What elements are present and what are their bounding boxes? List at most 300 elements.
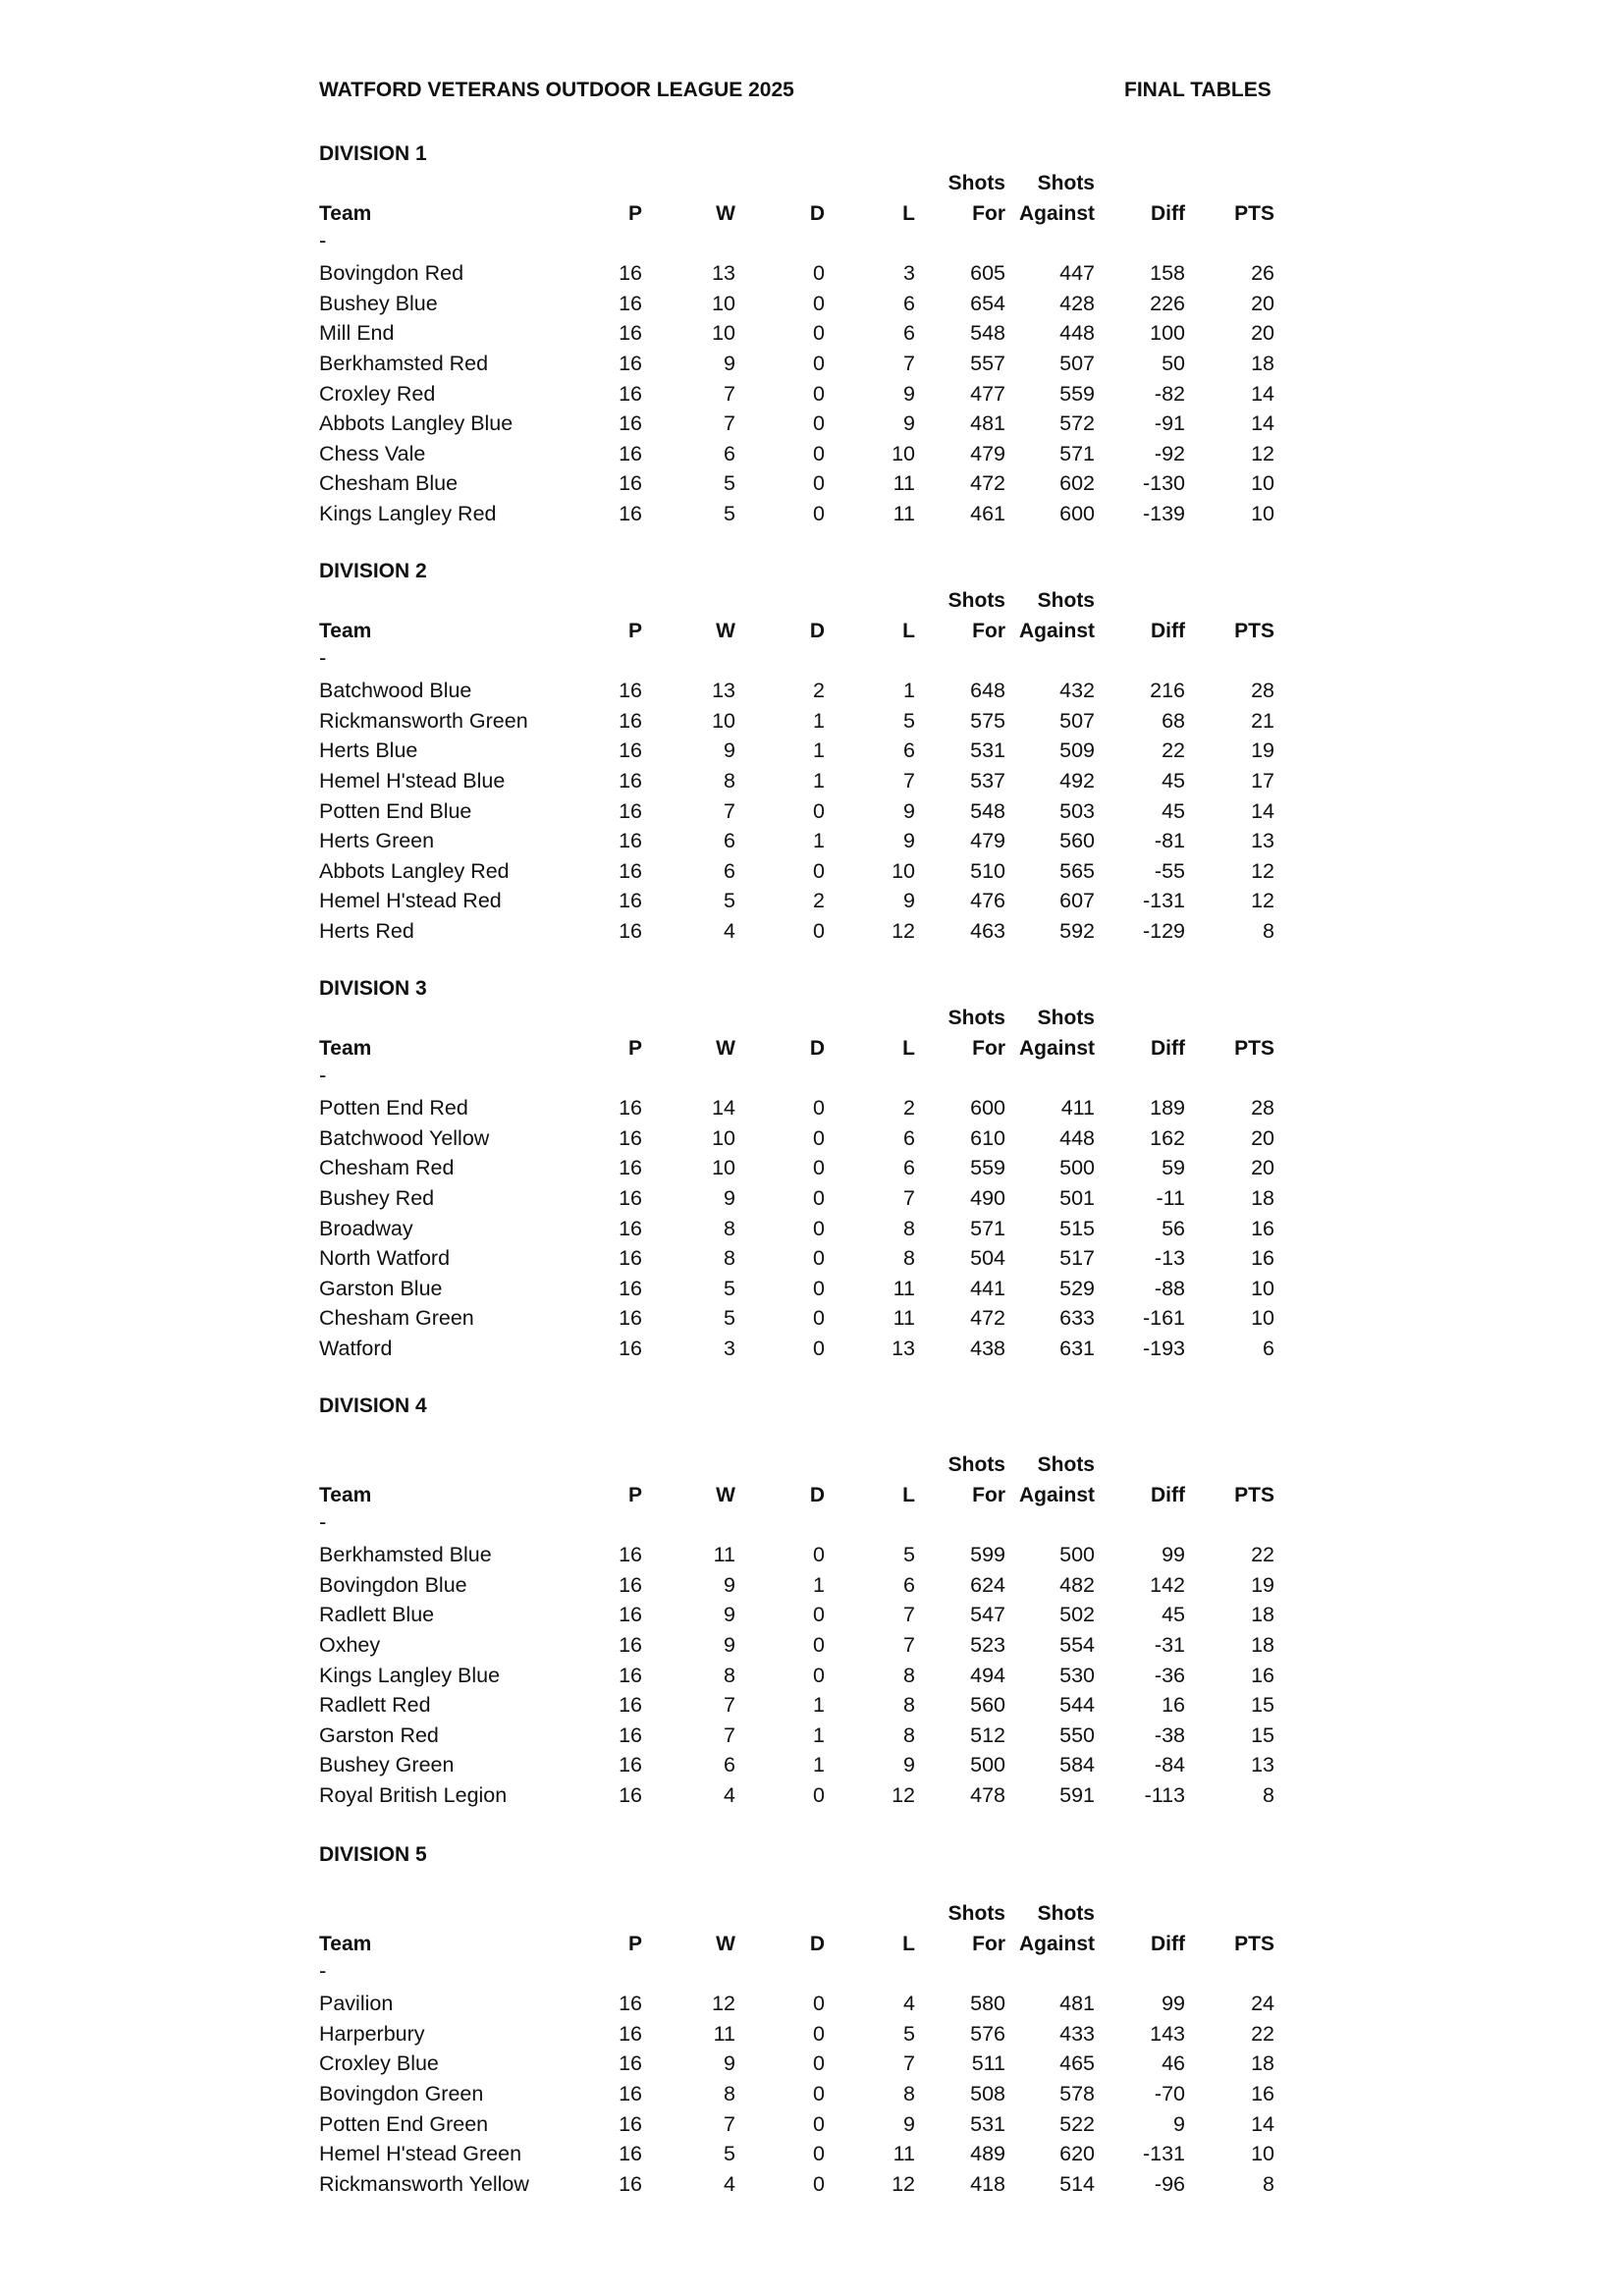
dash-row [319,1064,1281,1093]
team-name: Batchwood Blue [319,679,472,703]
against-cell: 507 [1059,708,1095,733]
pts-cell: 12 [1251,858,1274,883]
p-cell: 16 [619,1125,642,1150]
w-cell: 10 [712,321,735,346]
team-column-header: Team [319,1932,372,1955]
for-cell: 576 [970,2021,1005,2046]
division-title: DIVISION 3 [319,977,427,1000]
w-cell: 5 [724,1306,735,1331]
p-cell: 16 [619,1722,642,1747]
l-cell: 9 [903,798,915,823]
team-name: Garston Blue [319,1276,443,1300]
division-table [319,1392,1281,1811]
w-cell: 7 [724,411,735,436]
p-cell: 16 [619,1543,642,1567]
points-column-header: PTS [1234,1483,1274,1506]
against-cell: 501 [1059,1185,1095,1210]
p-cell: 16 [619,1663,642,1687]
against-cell: 428 [1059,291,1095,315]
against-cell: 500 [1059,1543,1095,1567]
diff-cell: 56 [1162,1216,1185,1240]
for-cell: 531 [970,738,1005,763]
pts-cell: 14 [1251,381,1274,406]
d-cell: 1 [813,1722,825,1747]
against-cell: 578 [1059,2081,1095,2105]
d-cell: 0 [813,858,825,883]
l-cell: 11 [893,1276,915,1300]
pts-cell: 18 [1251,351,1274,375]
l-cell: 10 [892,441,915,465]
diff-cell: -139 [1142,501,1185,525]
against-cell: 565 [1059,858,1095,883]
p-cell: 16 [619,471,642,496]
d-cell: 1 [813,708,825,733]
team-name: Berkhamsted Blue [319,1543,492,1567]
diff-cell: -81 [1154,829,1185,853]
team-name: Garston Red [319,1722,439,1747]
for-cell: 479 [970,441,1005,465]
pts-cell: 8 [1263,918,1274,943]
l-cell: 7 [903,2051,915,2076]
w-cell: 8 [724,1216,735,1240]
won-column-header: W [716,1036,735,1060]
diff-cell: -13 [1154,1246,1185,1271]
l-cell: 6 [903,1156,915,1180]
team-name: Bovingdon Red [319,261,464,286]
table-row [319,439,1281,469]
team-name: Broadway [319,1216,413,1240]
diff-cell: 99 [1162,1543,1185,1567]
l-cell: 8 [903,1663,915,1687]
dash-marker: - [319,1063,327,1088]
diff-cell: 162 [1150,1125,1185,1150]
pts-cell: 26 [1251,261,1274,286]
p-cell: 16 [619,918,642,943]
against-cell: 517 [1059,1246,1095,1271]
header-row [319,1481,1281,1511]
d-cell: 0 [813,1276,825,1300]
p-cell: 16 [619,501,642,525]
dash-row [319,229,1281,258]
division-title: DIVISION 1 [319,142,427,165]
l-cell: 9 [903,1753,915,1777]
against-cell: 530 [1059,1663,1095,1687]
diff-cell: 216 [1150,679,1185,703]
p-cell: 16 [619,1992,642,2016]
drawn-column-header: D [809,1036,825,1060]
table-row [319,1690,1281,1721]
pts-cell: 20 [1251,1125,1274,1150]
for-cell: 523 [970,1632,1005,1657]
d-cell: 0 [813,291,825,315]
shots-against-column-header: Against [1018,1036,1095,1060]
pts-cell: 8 [1263,2171,1274,2196]
l-cell: 13 [892,1336,915,1360]
p-cell: 16 [619,1782,642,1807]
team-name: North Watford [319,1246,451,1271]
against-cell: 560 [1059,829,1095,853]
against-cell: 620 [1059,2142,1095,2166]
p-cell: 16 [619,1753,642,1777]
division-table [319,557,1281,947]
d-cell: 2 [813,679,825,703]
table-row [319,886,1281,916]
d-cell: 0 [813,1185,825,1210]
d-cell: 0 [813,1543,825,1567]
team-name: Harperbury [319,2021,425,2046]
d-cell: 0 [813,1336,825,1360]
shots-for-column-header: For [972,1483,1005,1506]
pts-cell: 24 [1251,1992,1274,2016]
p-cell: 16 [619,1572,642,1597]
l-cell: 11 [893,2142,915,2166]
for-cell: 548 [970,321,1005,346]
dash-marker: - [319,1958,327,1984]
diff-cell: -11 [1156,1185,1185,1210]
for-cell: 461 [970,501,1005,525]
l-cell: 9 [903,829,915,853]
against-cell: 544 [1059,1693,1095,1718]
diff-cell: 45 [1162,1603,1185,1627]
diff-cell: -131 [1142,889,1185,913]
dash-row [319,646,1281,676]
diff-cell: 68 [1162,708,1185,733]
w-cell: 10 [712,708,735,733]
l-cell: 8 [903,1722,915,1747]
diff-cell: -91 [1154,411,1185,436]
shots-for-top-header: Shots [947,589,1005,612]
final-tables-label: FINAL TABLES [1124,79,1271,101]
pts-cell: 15 [1251,1693,1274,1718]
header-row [319,1034,1281,1065]
shots-for-top-header: Shots [947,1007,1005,1029]
for-cell: 560 [970,1693,1005,1718]
l-cell: 7 [903,1603,915,1627]
against-cell: 584 [1059,1753,1095,1777]
w-cell: 14 [712,1096,735,1121]
for-cell: 479 [970,829,1005,853]
p-cell: 16 [619,708,642,733]
for-cell: 510 [970,858,1005,883]
played-column-header: P [627,619,642,642]
p-cell: 16 [619,1693,642,1718]
for-cell: 481 [970,411,1005,436]
for-cell: 472 [970,1306,1005,1331]
against-cell: 600 [1059,501,1095,525]
w-cell: 7 [724,1693,735,1718]
pts-cell: 12 [1251,441,1274,465]
table-row [319,1274,1281,1304]
for-cell: 580 [970,1992,1005,2016]
team-name: Pavilion [319,1992,394,2016]
against-cell: 433 [1059,2021,1095,2046]
p-cell: 16 [619,1603,642,1627]
d-cell: 0 [813,1782,825,1807]
diff-cell: -161 [1142,1306,1185,1331]
pts-cell: 16 [1251,1216,1274,1240]
against-cell: 481 [1059,1992,1095,2016]
header-row-top [319,169,1281,199]
w-cell: 9 [724,2051,735,2076]
team-name: Kings Langley Red [319,501,497,525]
w-cell: 5 [724,2142,735,2166]
diff-cell: 45 [1162,768,1185,793]
against-cell: 465 [1059,2051,1095,2076]
d-cell: 0 [813,1216,825,1240]
w-cell: 8 [724,1246,735,1271]
l-cell: 8 [903,1216,915,1240]
diff-cell: -55 [1154,858,1185,883]
pts-cell: 21 [1251,708,1274,733]
diff-cell: 99 [1162,1992,1185,2016]
header-row [319,199,1281,230]
w-cell: 5 [724,501,735,525]
header-row [319,1930,1281,1960]
lost-column-header: L [902,619,915,642]
pts-cell: 14 [1251,2111,1274,2136]
against-cell: 482 [1059,1572,1095,1597]
division-table [319,139,1281,529]
division-title: DIVISION 4 [319,1394,427,1417]
l-cell: 9 [903,381,915,406]
table-row [319,1214,1281,1244]
team-name: Chess Vale [319,441,426,465]
for-cell: 477 [970,381,1005,406]
against-cell: 550 [1059,1722,1095,1747]
team-name: Chesham Green [319,1306,474,1331]
diff-cell: -96 [1154,2171,1185,2196]
p-cell: 16 [619,1276,642,1300]
diff-cell: 45 [1162,798,1185,823]
d-cell: 0 [813,1603,825,1627]
table-row [319,1334,1281,1364]
d-cell: 0 [813,501,825,525]
diff-cell: -129 [1142,918,1185,943]
w-cell: 6 [724,829,735,853]
team-name: Bushey Green [319,1753,455,1777]
d-cell: 0 [813,1992,825,2016]
d-cell: 0 [813,1125,825,1150]
team-name: Abbots Langley Blue [319,411,514,436]
l-cell: 8 [903,1246,915,1271]
w-cell: 13 [712,261,735,286]
diff-cell: -92 [1154,441,1185,465]
points-column-header: PTS [1234,1932,1274,1955]
l-cell: 3 [903,261,915,286]
l-cell: 7 [903,351,915,375]
l-cell: 4 [903,1992,915,2016]
diff-cell: 143 [1150,2021,1185,2046]
l-cell: 12 [892,918,915,943]
l-cell: 9 [903,411,915,436]
p-cell: 16 [619,679,642,703]
diff-column-header: Diff [1151,1036,1185,1060]
lost-column-header: L [902,1483,915,1506]
team-name: Royal British Legion [319,1782,508,1807]
diff-cell: -38 [1154,1722,1185,1747]
diff-column-header: Diff [1151,619,1185,642]
team-name: Berkhamsted Red [319,351,489,375]
p-cell: 16 [619,1306,642,1331]
l-cell: 6 [903,291,915,315]
pts-cell: 13 [1251,1753,1274,1777]
l-cell: 8 [903,1693,915,1718]
for-cell: 605 [970,261,1005,286]
for-cell: 559 [970,1156,1005,1180]
diff-cell: 158 [1150,261,1185,286]
table-row [319,856,1281,887]
p-cell: 16 [619,1336,642,1360]
for-cell: 537 [970,768,1005,793]
l-cell: 12 [892,2171,915,2196]
team-name: Potten End Red [319,1096,468,1121]
team-name: Herts Blue [319,738,418,763]
team-column-header: Team [319,619,372,642]
against-cell: 448 [1059,321,1095,346]
l-cell: 10 [892,858,915,883]
played-column-header: P [627,1036,642,1060]
played-column-header: P [627,1483,642,1506]
against-cell: 509 [1059,738,1095,763]
team-name: Croxley Blue [319,2051,439,2076]
against-cell: 631 [1059,1336,1095,1360]
document-header [319,79,1281,108]
pts-cell: 18 [1251,1185,1274,1210]
p-cell: 16 [619,1096,642,1121]
lost-column-header: L [902,1932,915,1955]
table-row [319,1093,1281,1123]
table-row [319,1570,1281,1601]
table-row [319,1661,1281,1691]
l-cell: 2 [903,1096,915,1121]
team-name: Rickmansworth Green [319,708,528,733]
against-cell: 411 [1060,1096,1095,1121]
w-cell: 5 [724,889,735,913]
w-cell: 5 [724,1276,735,1300]
for-cell: 494 [970,1663,1005,1687]
p-cell: 16 [619,351,642,375]
w-cell: 8 [724,1663,735,1687]
team-name: Hemel H'stead Green [319,2142,522,2166]
for-cell: 512 [970,1722,1005,1747]
team-name: Bovingdon Blue [319,1572,467,1597]
p-cell: 16 [619,1632,642,1657]
against-cell: 571 [1059,441,1095,465]
table-row [319,349,1281,379]
header-row-top [319,1899,1281,1930]
for-cell: 478 [970,1782,1005,1807]
shots-for-top-header: Shots [947,1902,1005,1925]
pts-cell: 14 [1251,411,1274,436]
team-name: Hemel H'stead Red [319,889,502,913]
team-name: Bushey Red [319,1185,435,1210]
diff-cell: -70 [1154,2081,1185,2105]
team-name: Bovingdon Green [319,2081,484,2105]
against-cell: 591 [1059,1782,1095,1807]
p-cell: 16 [619,2111,642,2136]
for-cell: 463 [970,918,1005,943]
against-cell: 592 [1059,918,1095,943]
table-row [319,289,1281,319]
p-cell: 16 [619,261,642,286]
table-row [319,318,1281,349]
d-cell: 2 [813,889,825,913]
points-column-header: PTS [1234,1036,1274,1060]
team-name: Mill End [319,321,395,346]
header-row-top [319,1004,1281,1034]
table-row [319,1750,1281,1780]
for-cell: 441 [970,1276,1005,1300]
w-cell: 6 [724,1753,735,1777]
against-cell: 502 [1059,1603,1095,1627]
w-cell: 7 [724,381,735,406]
p-cell: 16 [619,2081,642,2105]
pts-cell: 22 [1251,1543,1274,1567]
d-cell: 0 [813,411,825,436]
pts-cell: 20 [1251,321,1274,346]
for-cell: 504 [970,1246,1005,1271]
header-row-top [319,1450,1281,1481]
table-row [319,2169,1281,2200]
table-row [319,706,1281,737]
w-cell: 9 [724,1185,735,1210]
team-name: Herts Green [319,829,435,853]
p-cell: 16 [619,798,642,823]
d-cell: 1 [813,829,825,853]
p-cell: 16 [619,889,642,913]
pts-cell: 17 [1251,768,1274,793]
against-cell: 500 [1059,1156,1095,1180]
d-cell: 1 [813,1693,825,1718]
table-row [319,2019,1281,2050]
against-cell: 602 [1059,471,1095,496]
l-cell: 11 [893,471,915,496]
p-cell: 16 [619,2021,642,2046]
diff-cell: -113 [1144,1782,1185,1807]
diff-cell: 189 [1150,1096,1185,1121]
d-cell: 0 [813,2111,825,2136]
pts-cell: 18 [1251,1632,1274,1657]
league-document [319,79,1281,2196]
p-cell: 16 [619,768,642,793]
shots-for-column-header: For [972,619,1005,642]
w-cell: 6 [724,441,735,465]
table-row [319,2079,1281,2109]
diff-cell: -84 [1154,1753,1185,1777]
for-cell: 472 [970,471,1005,496]
won-column-header: W [716,201,735,225]
w-cell: 7 [724,798,735,823]
d-cell: 0 [813,261,825,286]
pts-cell: 28 [1251,679,1274,703]
for-cell: 557 [970,351,1005,375]
pts-cell: 10 [1251,1306,1274,1331]
d-cell: 0 [813,2142,825,2166]
p-cell: 16 [619,291,642,315]
team-column-header: Team [319,201,372,225]
d-cell: 0 [813,1156,825,1180]
l-cell: 9 [903,889,915,913]
w-cell: 11 [713,2021,735,2046]
team-name: Herts Red [319,918,414,943]
l-cell: 6 [903,1125,915,1150]
team-name: Chesham Blue [319,471,459,496]
p-cell: 16 [619,2142,642,2166]
table-row [319,468,1281,499]
team-name: Bushey Blue [319,291,438,315]
for-cell: 511 [971,2051,1005,2076]
w-cell: 4 [724,918,735,943]
